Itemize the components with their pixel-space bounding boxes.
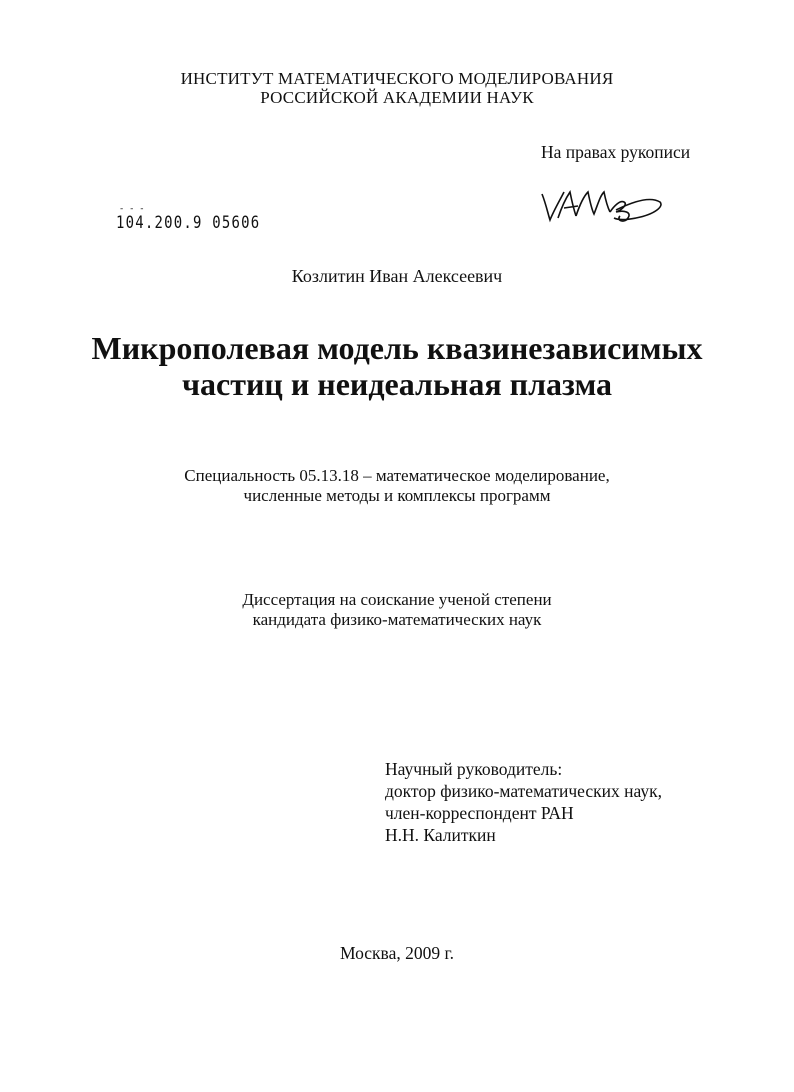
stamp-dash-marks: - - - <box>120 204 146 214</box>
advisor-heading: Научный руководитель: <box>385 759 563 779</box>
library-stamp-number: 104.200.9 05606 <box>116 213 261 233</box>
city-year: Москва, 2009 г. <box>339 943 455 963</box>
author-signature <box>536 180 666 228</box>
advisor-title: член-корреспондент РАН <box>385 803 574 823</box>
advisor-name: Н.Н. Калиткин <box>385 825 496 845</box>
rights-note: На правах рукописи <box>541 142 691 162</box>
advisor-degree: доктор физико-математических наук, <box>385 781 662 801</box>
thesis-title-line1: Микрополевая модель квазинезависимых <box>91 330 703 366</box>
dissertation-line1: Диссертация на соискание ученой степени <box>242 590 552 609</box>
specialty-line2: численные методы и комплексы программ <box>243 486 551 505</box>
thesis-title-line2: частиц и неидеальная плазма <box>181 366 613 402</box>
institute-name-line2: РОССИЙСКОЙ АКАДЕМИИ НАУК <box>260 88 534 107</box>
author-name: Козлитин Иван Алексеевич <box>291 266 503 286</box>
institute-name-line1: ИНСТИТУТ МАТЕМАТИЧЕСКОГО МОДЕЛИРОВАНИЯ <box>180 69 614 88</box>
specialty-line1: Специальность 05.13.18 – математическое моделирование, <box>184 466 610 485</box>
dissertation-line2: кандидата физико-математических наук <box>252 610 542 629</box>
